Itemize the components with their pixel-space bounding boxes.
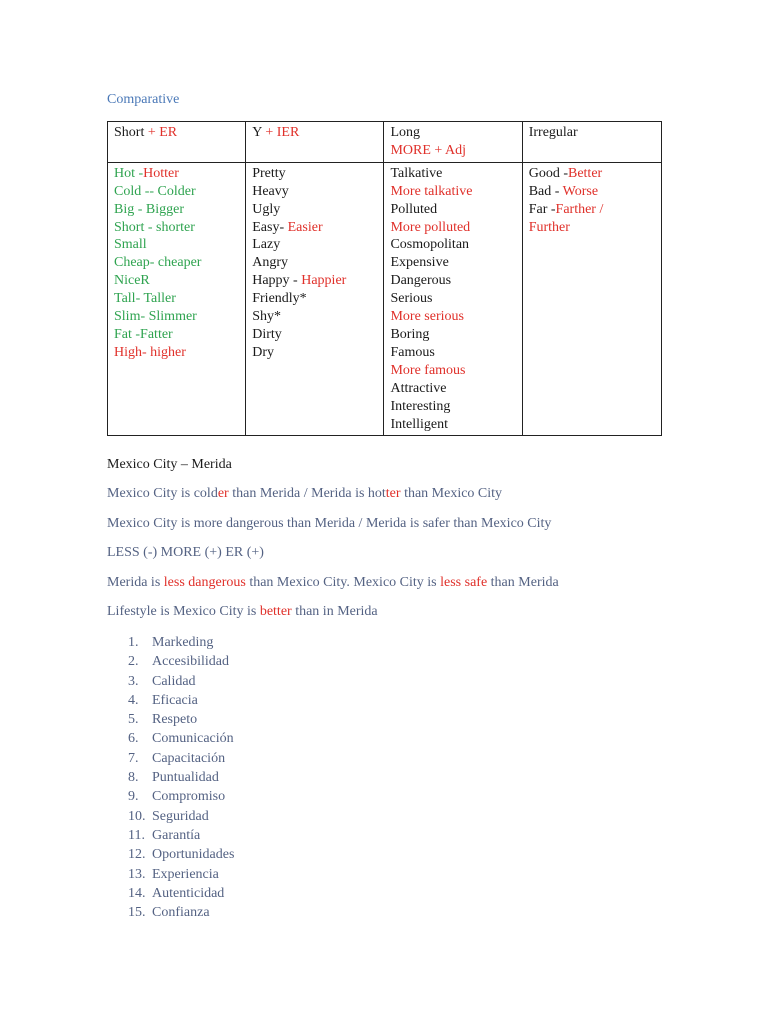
list-text: Accesibilidad [152, 654, 229, 670]
cell-entry [114, 201, 239, 219]
cell-text: Tall- Taller [114, 291, 176, 307]
cell-text: Easier [287, 219, 323, 235]
column-long-more [384, 162, 522, 436]
list-text: Markeding [152, 635, 214, 650]
cell-entry [529, 201, 655, 219]
paragraph-text: Mexico City is more dangerous than Merida / Merida is safer than Mexico City [107, 516, 552, 531]
cell-entry [252, 290, 377, 308]
cell-entry [252, 308, 377, 326]
cell-text: Happy - [252, 273, 302, 289]
cell-entry [529, 165, 655, 183]
cell-entry [114, 344, 239, 362]
cell-entry [114, 290, 239, 308]
cell-entry [252, 201, 377, 219]
list-number: 14. [128, 885, 146, 901]
list-text: Puntualidad [152, 770, 219, 786]
cell-text: Polluted [390, 201, 438, 217]
cell-text: Serious [390, 291, 433, 307]
cell-text: Heavy [252, 183, 289, 199]
column-irregular [522, 162, 661, 436]
cell-text: Easy- [252, 219, 288, 235]
column-short-er [108, 162, 246, 436]
cell-entry [390, 398, 515, 416]
cell-text: Better [567, 165, 603, 181]
cell-text: Far - [528, 201, 556, 217]
cell-text: Hotter [143, 165, 179, 181]
list-item [128, 691, 234, 710]
cell-text: Angry [252, 255, 289, 271]
cell-text: Small [114, 237, 147, 253]
list-text: Oportunidades [152, 847, 235, 863]
header-cell [384, 122, 522, 163]
header-text: MORE + Adj [390, 142, 467, 158]
table-header-row [108, 122, 662, 163]
cell-text: High- higher [114, 344, 186, 360]
cell-entry [390, 416, 515, 434]
list-number: 10. [128, 808, 146, 824]
list-number: 15. [128, 905, 146, 921]
list-number: 3. [128, 673, 139, 689]
list-number: 4. [128, 692, 139, 708]
cell-entry [114, 308, 239, 326]
header-cell [246, 122, 384, 163]
list-number: 5. [128, 712, 139, 728]
paragraph-text: LESS (-) MORE (+) ER (+) [107, 545, 264, 560]
paragraph-text: than Mexico City. Mexico City is [245, 575, 441, 590]
cell-text: Talkative [390, 165, 443, 181]
paragraph-text: Lifestyle is Mexico City is [107, 604, 260, 619]
paragraph-text: Merida is [107, 575, 164, 590]
header-text: Irregular [528, 125, 578, 140]
cell-text: Dry [252, 344, 275, 360]
cell-text: Worse [562, 183, 599, 199]
cell-entry [114, 219, 239, 237]
cell-text: Interesting [390, 398, 451, 414]
paragraph-text: than Merida / Merida is hot [228, 486, 386, 501]
list-text: Respeto [152, 712, 198, 728]
list-item [128, 749, 234, 768]
list-number: 8. [128, 770, 139, 786]
list-text: Comunicación [152, 731, 234, 747]
cell-entry [390, 380, 515, 398]
cell-entry [390, 272, 515, 290]
paragraph-dangerous-safer [107, 516, 551, 532]
cell-text: Big - Bigger [114, 201, 184, 217]
cell-text: Bad - [528, 183, 563, 199]
cell-entry [390, 308, 515, 326]
header-text: Short [114, 125, 148, 140]
cell-entry [114, 183, 239, 201]
column-y-ier [246, 162, 384, 436]
list-item [128, 633, 234, 652]
cell-entry [252, 219, 377, 237]
list-item [128, 672, 234, 691]
list-number: 7. [128, 750, 139, 766]
numbered-list [128, 633, 234, 922]
list-number: 9. [128, 789, 139, 805]
cell-entry [252, 236, 377, 254]
cell-entry [114, 254, 239, 272]
comparative-table [107, 121, 662, 436]
cell-entry [390, 236, 515, 254]
list-text: Autenticidad [152, 885, 225, 901]
cell-entry [390, 326, 515, 344]
section-heading: Comparative [107, 92, 180, 107]
header-text: + ER [147, 125, 178, 140]
cell-text: More famous [390, 362, 466, 378]
cell-text: Cheap- cheaper [114, 255, 202, 271]
paragraph-less-more-er [107, 545, 264, 561]
cell-text: NiceR [114, 273, 150, 289]
cell-text: Farther / [555, 201, 604, 217]
cell-text: Slim- Slimmer [114, 309, 197, 325]
header-cell [108, 122, 246, 163]
cell-entry [114, 272, 239, 290]
cell-text: More serious [390, 309, 464, 325]
cell-entry [114, 326, 239, 344]
cell-text: Dirty [252, 326, 282, 342]
paragraph-text: than Merida [487, 575, 559, 590]
paragraph-colder-hotter [107, 486, 502, 502]
cell-entry [252, 183, 377, 201]
list-number: 11. [128, 827, 145, 843]
cell-entry [114, 236, 239, 254]
cell-text: Pretty [252, 165, 286, 181]
paragraph-text: ter [385, 486, 401, 501]
cell-entry [252, 272, 377, 290]
header-text: Y [252, 125, 266, 140]
table-body-row [108, 162, 662, 436]
paragraph-less-dangerous [107, 575, 559, 591]
cell-text: Boring [390, 326, 430, 342]
cell-text: Expensive [390, 255, 449, 271]
list-item [128, 710, 234, 729]
cell-text: Intelligent [390, 416, 449, 432]
list-text: Calidad [152, 673, 196, 689]
paragraph-lifestyle [107, 604, 378, 620]
cell-text: Famous [390, 344, 435, 360]
list-number: 13. [128, 866, 146, 882]
list-item [128, 768, 234, 787]
list-item [128, 845, 234, 864]
cell-text: Fat -Fatter [114, 326, 173, 342]
cell-entry [390, 344, 515, 362]
cell-entry [390, 165, 515, 183]
list-text: Eficacia [152, 692, 198, 708]
paragraph-text: than in Merida [291, 604, 378, 619]
list-number: 6. [128, 731, 139, 747]
cell-entry [252, 165, 377, 183]
list-item [128, 903, 234, 922]
cell-text: Friendly* [252, 291, 307, 307]
cell-text: Good - [528, 165, 568, 181]
cell-text: Dangerous [390, 273, 452, 289]
list-text: Compromiso [152, 789, 226, 805]
list-text: Experiencia [152, 866, 219, 882]
list-text: Confianza [152, 905, 210, 921]
list-number: 2. [128, 654, 139, 670]
header-cell [522, 122, 661, 163]
cell-text: Short - shorter [114, 219, 195, 235]
list-number: 1. [128, 635, 139, 650]
cell-entry [390, 219, 515, 237]
cell-entry [390, 254, 515, 272]
cell-text: Happier [301, 273, 347, 289]
paragraph-text: better [259, 604, 292, 619]
cell-text: Further [528, 219, 570, 235]
list-item [128, 807, 234, 826]
cell-text: Ugly [252, 201, 281, 217]
paragraph-text: Mexico City is cold [107, 486, 218, 501]
cell-text: Cold -- Colder [114, 183, 196, 199]
header-text: + IER [265, 125, 300, 140]
cell-entry [529, 183, 655, 201]
header-text: Long [390, 125, 421, 140]
list-item [128, 865, 234, 884]
cell-entry [252, 344, 377, 362]
list-text: Capacitación [152, 750, 226, 766]
cell-text: Hot - [114, 165, 144, 181]
list-item [128, 787, 234, 806]
paragraph-text: er [217, 486, 229, 501]
cell-text: Attractive [390, 380, 447, 396]
paragraph-text: than Mexico City [400, 486, 503, 501]
cell-text: Lazy [252, 237, 281, 253]
paragraph-text: less safe [440, 575, 488, 590]
cell-entry [529, 219, 655, 237]
list-item [128, 884, 234, 903]
cell-text: Shy* [252, 309, 282, 325]
list-text: Garantía [152, 827, 201, 843]
cell-text: More talkative [390, 183, 473, 199]
cell-entry [252, 326, 377, 344]
list-number: 12. [128, 847, 146, 863]
list-item [128, 826, 234, 845]
paragraph-cities [107, 457, 232, 473]
cell-entry [390, 290, 515, 308]
list-item [128, 652, 234, 671]
cell-entry [390, 201, 515, 219]
cell-entry [390, 362, 515, 380]
paragraph-text: less dangerous [163, 575, 246, 590]
list-item [128, 729, 234, 748]
list-text: Seguridad [152, 808, 209, 824]
cell-entry [390, 183, 515, 201]
cell-entry [252, 254, 377, 272]
paragraph-text: Mexico City – Merida [107, 457, 232, 472]
cell-entry [114, 165, 239, 183]
cell-text: More polluted [390, 219, 471, 235]
cell-text: Cosmopolitan [390, 237, 470, 253]
